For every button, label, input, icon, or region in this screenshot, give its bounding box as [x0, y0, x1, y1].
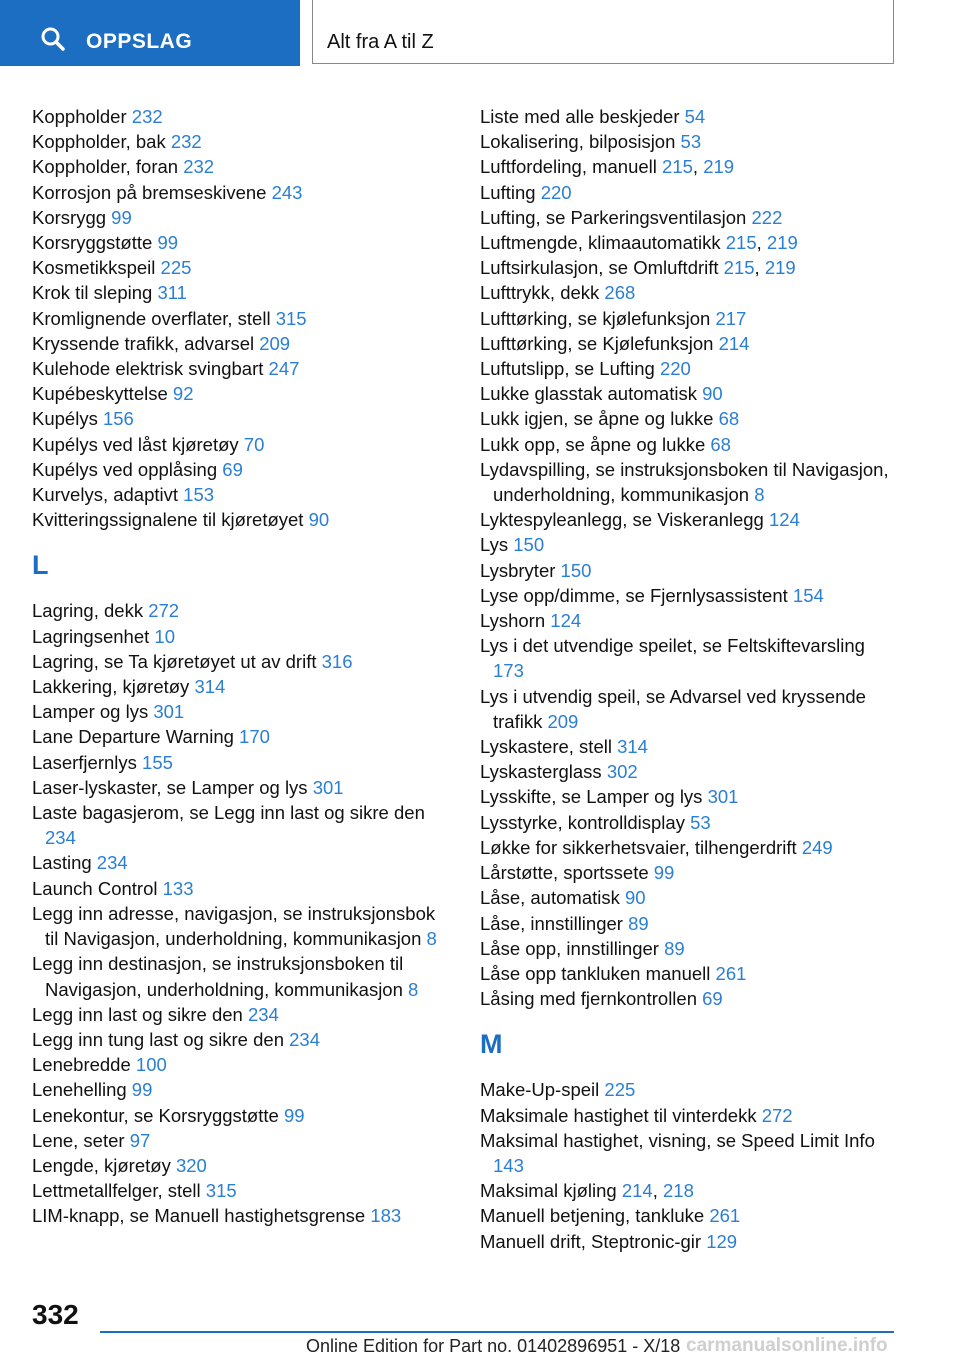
page-link[interactable]: 99 [111, 206, 132, 228]
index-entry-text: Krok til sleping [32, 282, 153, 304]
page-link[interactable]: 272 [761, 1104, 793, 1126]
page-link[interactable]: 68 [710, 433, 731, 455]
index-entry-text: Lasting [32, 852, 92, 874]
index-entry [480, 180, 900, 205]
page-link[interactable]: 243 [271, 181, 303, 203]
index-entry [32, 507, 452, 532]
footer-divider [100, 1331, 894, 1333]
index-entry-text: Lenekontur, se Korsryggstøtte [32, 1104, 279, 1126]
index-entry [480, 356, 900, 381]
page-link[interactable]: 215 [662, 156, 693, 178]
index-entry-text: Låse, automatisk [480, 887, 620, 909]
index-entry [480, 532, 900, 557]
page-link[interactable]: 155 [142, 751, 173, 773]
index-entry-text: Kupélys ved opplåsing [32, 458, 218, 480]
page-number: 332 [32, 1299, 79, 1330]
index-entry-text: Laserfjernlys [32, 751, 137, 773]
index-entry-text: Lukke glasstak automatisk [480, 383, 697, 405]
page-link[interactable]: 90 [702, 383, 723, 405]
index-entry [480, 432, 900, 457]
page-link[interactable]: 249 [801, 836, 833, 858]
index-entry-text: Lufting, se Parkeringsventilasjon [480, 206, 747, 228]
index-entry [480, 885, 900, 910]
page-link[interactable]: 150 [513, 534, 545, 556]
index-entry-text: Launch Control [32, 877, 158, 899]
page-link[interactable]: 92 [172, 383, 194, 405]
index-entry [32, 674, 452, 699]
index-entry-text: Lydavspilling, se instruksjonsboken til Navigasjon, underholdning, kommunikasjon [480, 458, 889, 506]
page-link[interactable]: 315 [275, 307, 307, 329]
index-entry [480, 331, 900, 356]
index-entry-text: Koppholder [32, 106, 127, 127]
index-entry-text: Kulehode elektrisk svingbart [32, 358, 264, 380]
index-entry-text: Lagringsenhet [32, 625, 150, 647]
index-entry [32, 850, 452, 875]
index-entry-text: Låsing med fjernkontrollen [480, 988, 697, 1010]
index-entry [480, 911, 900, 936]
page-link[interactable]: 70 [243, 433, 265, 455]
index-entry [480, 583, 900, 608]
index-entry-text: Lufting [480, 181, 536, 203]
page-link[interactable]: 124 [769, 509, 800, 531]
index-entry-text: Kromlignende overflater, stell [32, 307, 271, 329]
page-link[interactable]: 215 [723, 257, 755, 279]
index-entry [32, 1178, 452, 1203]
header [0, 0, 960, 66]
index-entry [32, 775, 452, 800]
index-entry [32, 406, 452, 431]
search-icon [40, 26, 66, 52]
index-entry-text: Løkke for sikkerhetsvaier, tilhengerdrift [480, 836, 797, 858]
index-entry-text: Kupélys ved låst kjøretøy [32, 433, 239, 455]
page-link[interactable]: 220 [540, 181, 572, 203]
page-link[interactable]: 54 [684, 106, 706, 127]
index-entry [480, 280, 900, 305]
page-link[interactable]: 217 [715, 307, 747, 329]
index-entry-text: Kvitteringssignalene til kjøretøyet [32, 509, 304, 531]
section-heading: M [480, 1029, 503, 1060]
page-link[interactable]: 100 [135, 1054, 167, 1076]
page-link[interactable]: 124 [550, 610, 582, 632]
index-entry-text: Maksimal hastighet, visning, se Speed Limit Info [480, 1129, 875, 1151]
index-entry [480, 1077, 900, 1102]
index-column-right [480, 104, 900, 1254]
page-link[interactable]: 89 [628, 912, 649, 934]
index-entry-text: Lane Departure Warning [32, 726, 234, 748]
index-entry-text: Lenebredde [32, 1054, 131, 1076]
page-link[interactable]: 218 [663, 1180, 694, 1202]
page-link[interactable]: 314 [617, 736, 648, 758]
page-link[interactable]: 173 [493, 660, 524, 682]
index-entry-text: Lakkering, kjøretøy [32, 676, 190, 698]
index-entry [480, 835, 900, 860]
page-link[interactable]: 99 [157, 232, 179, 254]
section-heading: L [32, 550, 49, 581]
index-entry [32, 306, 452, 331]
index-entry [32, 230, 452, 255]
index-entry [32, 649, 452, 674]
index-entry [32, 205, 452, 230]
page-link[interactable]: 68 [718, 408, 740, 430]
index-entry [480, 961, 900, 986]
index-entry: Luftmengde, klimaautomatikk 215, 219 [480, 232, 798, 254]
index-entry-text: Lufttørking, se Kjølefunksjon [480, 332, 714, 354]
page-link[interactable]: 268 [604, 282, 636, 304]
index-entry-text: Make-Up-speil [480, 1079, 600, 1101]
index-entry-text: Legg inn destinasjon, se instruksjonsboken til Navigasjon, underholdning, kommunikasjon [32, 953, 404, 1000]
index-entry-text: Lysbryter [480, 559, 556, 581]
index-entry-text: Laser-lyskaster, se Lamper og lys [32, 776, 308, 798]
index-entry [480, 381, 900, 406]
edition-text: Online Edition for Part no. 01402896951 - X/18 [306, 1336, 681, 1356]
index-entry [32, 432, 452, 457]
index-entry-text: Kosmetikkspeil [32, 257, 156, 279]
page-link[interactable]: 89 [664, 937, 685, 959]
page-link[interactable]: 214 [718, 332, 750, 354]
page-link[interactable]: 219 [766, 232, 798, 254]
index-entry-text: Lys i det utvendige speilet, se Feltskiftevarsling [480, 635, 865, 657]
index-entry [32, 1153, 452, 1178]
page-link[interactable]: 320 [175, 1154, 207, 1176]
index-entry [480, 306, 900, 331]
index-entry [32, 104, 452, 129]
index-entry-text: Luftmengde, klimaautomatikk [480, 232, 721, 254]
index-entry-text: Lengde, kjøretøy [32, 1154, 171, 1176]
page-link[interactable]: 209 [259, 332, 291, 354]
index-entry-text: Kryssende trafikk, advarsel [32, 332, 255, 354]
index-entry [32, 876, 452, 901]
page-link[interactable]: 225 [604, 1079, 636, 1101]
page-title: Alt fra A til Z [327, 31, 434, 53]
index-entry [480, 860, 900, 885]
index-entry-text: Lufttrykk, dekk [480, 282, 600, 304]
index-entry-text: LIM-knapp, se Manuell hastighetsgrense [32, 1205, 366, 1227]
page-link[interactable]: 311 [157, 282, 187, 304]
index-entry-text: Korsryggstøtte [32, 232, 153, 254]
page-link[interactable]: 97 [129, 1129, 151, 1151]
index-entry [480, 633, 900, 683]
index-entry [480, 205, 900, 230]
page-link[interactable]: 153 [183, 484, 215, 506]
index-entry [32, 129, 452, 154]
index-entry-text: Lamper og lys [32, 701, 149, 723]
index-entry [32, 180, 452, 205]
page-link[interactable]: 90 [625, 887, 646, 909]
index-entry [32, 255, 452, 280]
index-entry-text: Lysskifte, se Lamper og lys [480, 786, 703, 808]
index-entry [480, 784, 900, 809]
title-tab[interactable] [312, 0, 894, 64]
index-entry-text: Korrosjon på bremseskivene [32, 181, 267, 203]
index-entry [480, 558, 900, 583]
index-entry-text: Lyktespyleanlegg, se Viskeranlegg [480, 509, 764, 531]
index-entry [32, 800, 452, 850]
index-entry [480, 104, 900, 129]
index-entry: Luftfordeling, manuell 215, 219 [480, 156, 735, 178]
index-entry-text: Liste med alle beskjeder [480, 106, 680, 127]
index-entry [32, 699, 452, 724]
page-link[interactable]: 261 [715, 962, 747, 984]
page-link[interactable]: 234 [247, 1003, 279, 1025]
page-link[interactable]: 10 [154, 625, 175, 647]
index-entry-text: Lagring, dekk [32, 600, 144, 622]
page-link[interactable]: 272 [148, 600, 180, 622]
index-entry-text: Lenehelling [32, 1079, 127, 1101]
page-link[interactable]: 234 [45, 827, 76, 849]
index-entry-text: Luftutslipp, se Lufting [480, 358, 655, 380]
index-entry [32, 750, 452, 775]
index-entry [480, 734, 900, 759]
index-entry [480, 684, 900, 734]
index-entry: Luftsirkulasjon, se Omluftdrift 215, 219 [480, 257, 796, 279]
index-entry [32, 482, 452, 507]
page-link[interactable]: 99 [131, 1079, 153, 1101]
page-link[interactable]: 220 [659, 358, 691, 380]
index-entry-text: Koppholder, bak [32, 131, 166, 153]
index-entry [480, 1229, 900, 1254]
page-link[interactable]: 261 [709, 1205, 741, 1227]
page-link[interactable]: 232 [131, 106, 163, 127]
index-entry-text: Kupélys [32, 408, 98, 430]
index-entry-text: Luftfordeling, manuell [480, 156, 657, 178]
index-entry [480, 1203, 900, 1228]
index-entry [32, 1128, 452, 1153]
index-entry-text: Lyskasterglass [480, 761, 602, 783]
page-link[interactable]: 69 [702, 988, 723, 1010]
page-link[interactable]: 209 [547, 710, 579, 732]
index-entry [480, 457, 900, 507]
index-entry [32, 457, 452, 482]
index-entry [32, 381, 452, 406]
index-entry [480, 936, 900, 961]
page-link[interactable]: 129 [706, 1230, 738, 1252]
page-link[interactable]: 133 [162, 877, 194, 899]
page-link[interactable]: 301 [312, 776, 344, 798]
index-entry [480, 507, 900, 532]
page-link[interactable]: 247 [268, 358, 300, 380]
index-entry-text: Lokalisering, bilposisjon [480, 131, 676, 153]
index-entry [32, 154, 452, 179]
page-link[interactable]: 99 [653, 862, 675, 884]
index-entry-text: Luftsirkulasjon, se Omluftdrift [480, 257, 719, 279]
page-link[interactable]: 316 [321, 650, 353, 672]
page-link[interactable]: 156 [102, 408, 134, 430]
index-entry [32, 1203, 452, 1228]
search-tab-label: OPPSLAG [86, 30, 193, 53]
index-entry-text: Laste bagasjerom, se Legg inn last og sikre den [32, 802, 425, 824]
index-entry-text: Lys [480, 534, 509, 556]
index-entry [32, 1002, 452, 1027]
index-entry-text: Lukk opp, se åpne og lukke [480, 433, 706, 455]
page-link[interactable]: 301 [153, 701, 185, 723]
page-link[interactable]: 234 [289, 1028, 320, 1050]
page-link[interactable]: 225 [160, 257, 192, 279]
index-entry-text: Lyse opp/dimme, se Fjernlysassistent [480, 584, 788, 606]
index-entry-text: Lys i utvendig speil, se Advarsel ved kryssende trafikk [480, 685, 866, 732]
page-link[interactable]: 143 [493, 1154, 524, 1176]
page-link[interactable]: 183 [370, 1205, 402, 1227]
page-link[interactable]: 219 [764, 257, 796, 279]
index-entry-text: Legg inn adresse, navigasjon, se instruksjonsbok til Navigasjon, underholdning, kommunikasjon [32, 902, 436, 950]
page-link[interactable]: 90 [308, 509, 330, 531]
index-entry-text: Legg inn last og sikre den [32, 1003, 243, 1025]
page-link[interactable]: 232 [183, 156, 215, 178]
index-entry: Maksimal kjøling 214, 218 [480, 1180, 694, 1202]
page-link[interactable]: 301 [707, 786, 739, 808]
page-link[interactable]: 8 [408, 978, 419, 1000]
index-entry-text: Manuell drift, Steptronic-gir [480, 1230, 702, 1252]
index-entry [480, 986, 900, 1011]
page-link[interactable]: 69 [222, 458, 243, 480]
index-entry [32, 901, 452, 951]
index-entry-text: Koppholder, foran [32, 156, 179, 178]
page-link[interactable]: 315 [205, 1180, 237, 1202]
index-entry-text: Lukk igjen, se åpne og lukke [480, 408, 714, 430]
index-entry [480, 810, 900, 835]
page-link[interactable]: 219 [703, 156, 735, 178]
index-entry [32, 624, 452, 649]
page-link[interactable]: 99 [283, 1104, 305, 1126]
page-link[interactable]: 232 [170, 131, 202, 153]
page-link[interactable]: 8 [426, 928, 437, 950]
index-entry-text: Kupébeskyttelse [32, 383, 168, 405]
index-entry [480, 1128, 900, 1178]
index-entry-text: Lyskastere, stell [480, 736, 612, 758]
page-link[interactable]: 8 [754, 484, 765, 506]
index-entry-text: Manuell betjening, tankluke [480, 1205, 705, 1227]
page-link[interactable]: 215 [725, 232, 757, 254]
index-entry [480, 406, 900, 431]
index-entry-text: Lettmetallfelger, stell [32, 1180, 201, 1202]
index-entry [32, 1052, 452, 1077]
page-link[interactable]: 150 [560, 559, 592, 581]
index-entry [32, 1077, 452, 1102]
index-entry-text: Lyshorn [480, 610, 546, 632]
index-entry-text: Kurvelys, adaptivt [32, 484, 179, 506]
index-entry [480, 759, 900, 784]
index-entry [32, 1103, 452, 1128]
index-entry-text: Lene, seter [32, 1129, 125, 1151]
page-link[interactable]: 154 [792, 584, 824, 606]
index-entry-text: Maksimale hastighet til vinterdekk [480, 1104, 757, 1126]
index-entry-text: Låse opp tankluken manuell [480, 962, 711, 984]
search-tab[interactable] [0, 0, 300, 66]
index-column-left [32, 104, 452, 1229]
index-entry-text: Lysstyrke, kontrolldisplay [480, 811, 685, 833]
index-entry [480, 1103, 900, 1128]
page-link[interactable]: 53 [690, 811, 711, 833]
index-entry [32, 356, 452, 381]
index-entry-text: Lufttørking, se kjølefunksjon [480, 307, 711, 329]
index-entry [480, 608, 900, 633]
index-entry-text: Maksimal kjøling [480, 1180, 617, 1202]
page-link[interactable]: 234 [96, 852, 128, 874]
index-entry-text: Legg inn tung last og sikre den [32, 1028, 284, 1050]
index-entry-text: Låse opp, innstillinger [480, 937, 659, 959]
index-entry [480, 129, 900, 154]
index-entry [32, 331, 452, 356]
index-entry [32, 724, 452, 749]
index-entry-text: Korsrygg [32, 206, 107, 228]
index-entry-text: Lårstøtte, sportssete [480, 862, 649, 884]
page-link[interactable]: 170 [239, 726, 270, 748]
page-link[interactable]: 53 [680, 131, 702, 153]
index-entry [32, 280, 452, 305]
page-link[interactable]: 222 [751, 206, 783, 228]
page-link[interactable]: 302 [606, 761, 638, 783]
index-entry [32, 951, 452, 1001]
page-link[interactable]: 314 [194, 676, 226, 698]
index-entry [32, 598, 452, 623]
page-link[interactable]: 214 [621, 1180, 653, 1202]
watermark: carmanualsonline.info [686, 1335, 888, 1356]
index-entry-text: Låse, innstillinger [480, 912, 623, 934]
index-entry-text: Lagring, se Ta kjøretøyet ut av drift [32, 650, 317, 672]
index-entry [32, 1027, 452, 1052]
